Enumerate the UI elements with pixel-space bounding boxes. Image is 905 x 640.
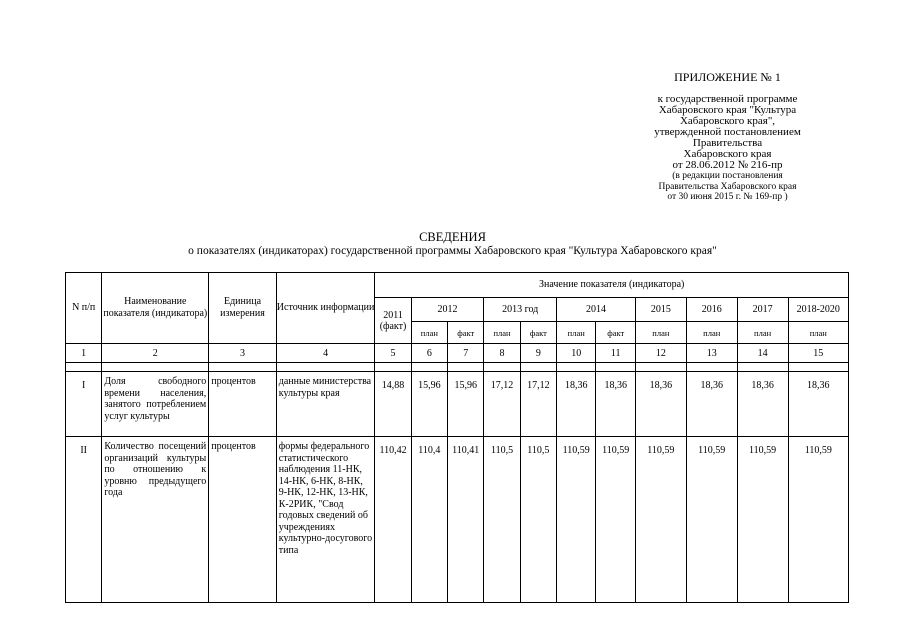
row-source: данные министерства культуры края <box>276 372 375 437</box>
header-plan: план <box>557 322 596 344</box>
header-source: Источник информации <box>276 273 375 344</box>
row-source: формы федерального статистического наблюдения 11-НК, 14-НК, 6-НК, 8-НК, 9-НК, 12-НК, 13-НК, К-2РИК, "Свод годовых сведений об учреждениях культурно-досугового типа <box>276 437 375 603</box>
appendix-line: Хабаровского края <box>683 148 772 160</box>
appendix-line: Хабаровского края "Культура <box>658 104 797 116</box>
column-number: 15 <box>788 344 848 363</box>
header-year-2018-2020: 2018-2020 <box>788 298 848 322</box>
column-number: 9 <box>520 344 556 363</box>
appendix-line: к государственной программе <box>657 93 798 105</box>
column-number: 13 <box>686 344 737 363</box>
appendix-line: от 28.06.2012 № 216-пр <box>672 159 783 171</box>
appendix-block <box>600 72 855 203</box>
header-year-2016: 2016 <box>686 298 737 322</box>
row-value: 110,59 <box>596 437 635 603</box>
row-value: 110,59 <box>635 437 686 603</box>
header-unit: Единица измерения <box>209 273 276 344</box>
header-value-group: Значение показателя (индикатора) <box>375 273 849 298</box>
column-number: 4 <box>276 344 375 363</box>
table-row <box>66 372 849 437</box>
row-name: Количество посещений организаций культуры по отношению к уровню предыдущего года <box>102 437 209 603</box>
appendix-title: ПРИЛОЖЕНИЕ № 1 <box>674 70 781 84</box>
document-title: СВЕДЕНИЯ <box>419 230 486 244</box>
header-year-2015: 2015 <box>635 298 686 322</box>
column-number: 3 <box>209 344 276 363</box>
document-heading <box>0 230 905 258</box>
appendix-line: Правительства <box>692 137 763 149</box>
row-unit: процентов <box>209 372 276 437</box>
row-value: 110,41 <box>448 437 484 603</box>
row-value: 15,96 <box>411 372 447 437</box>
row-value: 110,5 <box>520 437 556 603</box>
column-number: 11 <box>596 344 635 363</box>
header-year-2011: 2011 (факт) <box>375 298 411 344</box>
row-value: 110,59 <box>737 437 788 603</box>
header-num: N п/п <box>66 273 102 344</box>
header-plan: план <box>484 322 520 344</box>
row-value: 14,88 <box>375 372 411 437</box>
row-name: Доля свободного времени населения, занятого потреблением услуг культуры <box>102 372 209 437</box>
row-value: 18,36 <box>788 372 848 437</box>
appendix-edition-line: Правительства Хабаровского края <box>658 181 797 192</box>
column-number: 1 <box>66 344 102 363</box>
header-year-2014: 2014 <box>557 298 636 322</box>
column-number: 8 <box>484 344 520 363</box>
header-year-2013: 2013 год <box>484 298 557 322</box>
row-value: 18,36 <box>596 372 635 437</box>
appendix-edition-line: (в редакции постановления <box>672 171 783 181</box>
row-num: I <box>66 372 102 437</box>
row-value: 15,96 <box>448 372 484 437</box>
header-year-2017: 2017 <box>737 298 788 322</box>
appendix-line: Хабаровского края", <box>679 115 776 127</box>
row-unit: процентов <box>209 437 276 603</box>
row-value: 17,12 <box>520 372 556 437</box>
indicators-table <box>65 272 849 603</box>
column-number: 10 <box>557 344 596 363</box>
header-name: Наименование показателя (индикатора) <box>102 273 209 344</box>
header-plan: план <box>686 322 737 344</box>
row-num: II <box>66 437 102 603</box>
header-plan: план <box>635 322 686 344</box>
column-number: 6 <box>411 344 447 363</box>
appendix-edition-line: от 30 июня 2015 г. № 169-пр ) <box>667 192 788 202</box>
row-value: 18,36 <box>737 372 788 437</box>
row-value: 110,42 <box>375 437 411 603</box>
row-value: 18,36 <box>635 372 686 437</box>
header-fact: факт <box>596 322 635 344</box>
row-value: 110,59 <box>557 437 596 603</box>
document-subtitle: о показателях (индикаторах) государственной программы Хабаровского края "Культура Хабаровского края" <box>188 245 717 257</box>
row-value: 18,36 <box>686 372 737 437</box>
column-number: 12 <box>635 344 686 363</box>
header-year-2012: 2012 <box>411 298 484 322</box>
header-plan: план <box>737 322 788 344</box>
row-value: 17,12 <box>484 372 520 437</box>
column-number: 2 <box>102 344 209 363</box>
appendix-line: утвержденной постановлением <box>654 126 801 138</box>
row-value: 110,59 <box>686 437 737 603</box>
table-row <box>66 437 849 603</box>
header-fact: факт <box>520 322 556 344</box>
column-number: 14 <box>737 344 788 363</box>
column-number: 7 <box>448 344 484 363</box>
row-value: 110,4 <box>411 437 447 603</box>
row-value: 18,36 <box>557 372 596 437</box>
header-plan: план <box>788 322 848 344</box>
row-value: 110,5 <box>484 437 520 603</box>
column-number: 5 <box>375 344 411 363</box>
header-plan: план <box>411 322 447 344</box>
row-value: 110,59 <box>788 437 848 603</box>
header-fact: факт <box>448 322 484 344</box>
